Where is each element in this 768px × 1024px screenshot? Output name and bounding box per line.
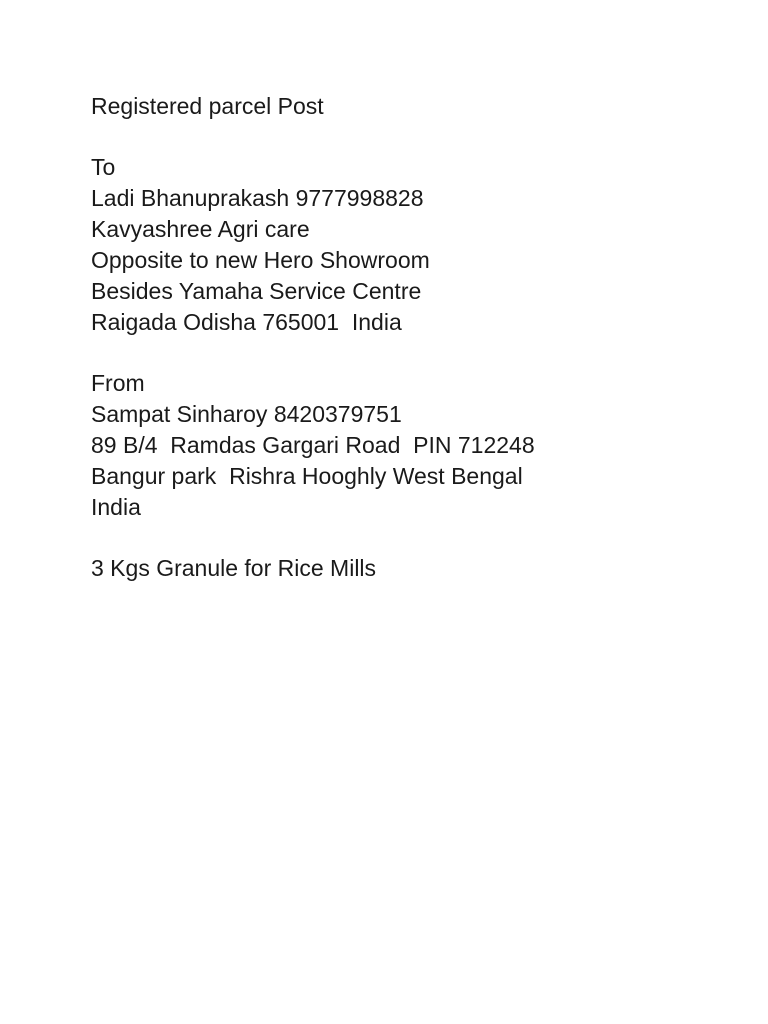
blank-line [91, 523, 731, 553]
sender-label: From [91, 370, 145, 396]
document-heading: Registered parcel Post [91, 93, 324, 119]
blank-line [91, 122, 731, 152]
sender-address-line-2: Bangur park Rishra Hooghly West Bengal [91, 463, 523, 489]
recipient-address-line-3: Raigada Odisha 765001 India [91, 309, 402, 335]
sender-name-phone: Sampat Sinharoy 8420379751 [91, 401, 402, 427]
recipient-company: Kavyashree Agri care [91, 216, 310, 242]
document-body [91, 91, 731, 584]
recipient-address-line-2: Besides Yamaha Service Centre [91, 278, 422, 304]
recipient-address-line-1: Opposite to new Hero Showroom [91, 247, 430, 273]
recipient-name-phone: Ladi Bhanuprakash 9777998828 [91, 185, 424, 211]
recipient-block [91, 152, 731, 338]
recipient-label: To [91, 154, 116, 180]
parcel-contents: 3 Kgs Granule for Rice Mills [91, 555, 377, 581]
sender-address-line-3: India [91, 494, 141, 520]
blank-line [91, 338, 731, 368]
sender-block [91, 368, 731, 523]
sender-address-line-1: 89 B/4 Ramdas Gargari Road PIN 712248 [91, 432, 535, 458]
